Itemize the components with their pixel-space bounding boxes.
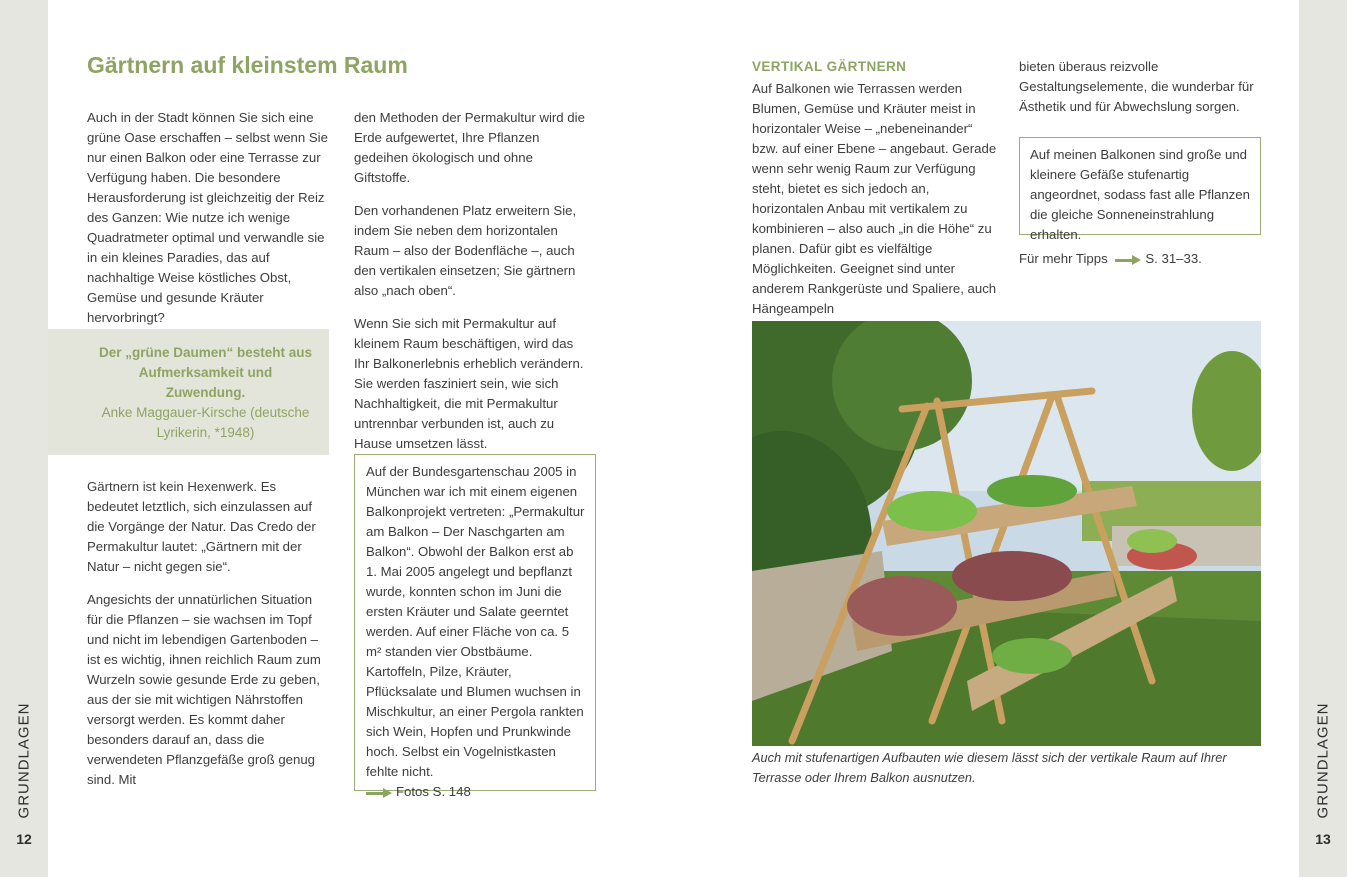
paragraph: Gärtnern ist kein Hexenwerk. Es bedeutet letztlich, sich einzulassen auf die Vorgänge der Natur. Das Credo der Permakultur lautet: „Gärtnern mit der Natur – nicht gegen sie“.: [87, 479, 316, 574]
paragraph: Auch in der Stadt können Sie sich eine grüne Oase erschaffen – selbst wenn Sie nur einen Balkon oder eine Terrasse zur Verfügung haben. Die besondere Herausforderung ist gleichzeitig der Reiz des Ganzen: Wie nutze ich wenige Quadratmeter optimal und verwandle sie in ein kleines Paradies, das auf nachhaltige Weise köstliches Obst, Gemüse und gesunde Kräuter hervorbringt?: [87, 110, 328, 325]
right-section-label: GRUNDLAGEN: [1314, 702, 1332, 819]
more-tips-label: Für mehr Tipps: [1019, 251, 1108, 266]
tip-text: Auf meinen Balkonen sind große und kleinere Gefäße stufenartig angeordnet, sodass fast alle Pflanzen die gleiche Sonneneinstrahlung erhalten.: [1030, 147, 1250, 242]
paragraph: Auf Balkonen wie Terrassen werden Blumen, Gemüse und Kräuter meist in horizontaler Weise – „nebeneinander“ bzw. auf einer Ebene – angebaut. Gerade wenn sehr wenig Raum zur Verfügung steht, bietet es sich jedoch an, horizontalen Anbau mit vertikalem zu kombinieren – also auch „in die Höhe“ zu planen. Dafür gibt es vielfältige Möglichkeiten. Geeignet sind unter anderem Rankgerüste und Spaliere, auch Hängeampeln: [752, 81, 997, 316]
section-subhead: VERTIKAL GÄRTNERN: [752, 59, 907, 74]
garden-photo: [752, 321, 1261, 746]
paragraph: bieten überaus reizvolle Gestaltungselemente, die wunderbar für Ästhetik und für Abwechslung sorgen.: [1019, 59, 1254, 114]
bundesgartenschau-box: [354, 454, 596, 799]
paragraph: Angesichts der unnatürlichen Situation für die Pflanzen – sie wachsen im Topf und nicht im lebendigen Gartenboden – ist es wichtig, ihnen reichlich Raum zum Wurzeln sowie gesunde Erde zu geben, aus der sie mit wichtigen Nährstoffen versorgt werden. Es kommt daher besonders darauf an, dass die verwendeten Pflanzgefäße groß genug sind. Mit: [87, 592, 321, 787]
vertical-garden-illustration: [752, 321, 1261, 746]
arrow-right-icon: [366, 788, 392, 798]
photo-caption: Auch mit stufenartigen Aufbauten wie diesem lässt sich der vertikale Raum auf Ihrer Terrasse oder Ihrem Balkon ausnutzen.: [752, 750, 1227, 785]
quote-author: Anke Maggauer-Kirsche (deutsche Lyrikerin, *1948): [101, 405, 310, 440]
left-page-number: 12: [16, 831, 32, 847]
more-tips-ref: S. 31–33.: [1145, 251, 1202, 266]
arrow-right-icon: [1115, 255, 1141, 265]
left-section-label: GRUNDLAGEN: [15, 702, 33, 819]
left-column-top: [87, 108, 329, 341]
quote-box: [48, 329, 329, 455]
middle-column: [354, 108, 590, 467]
box-reference: [366, 782, 585, 802]
quote-text: Der „grüne Daumen“ besteht aus Aufmerksamkeit und Zuwendung.: [98, 345, 313, 400]
more-tips: [1019, 249, 1261, 269]
page-title: Gärtnern auf kleinstem Raum: [87, 52, 408, 78]
tip-box: [1019, 137, 1261, 242]
paragraph: den Methoden der Permakultur wird die Erde aufgewertet, Ihre Pflanzen gedeihen ökologisch und ohne Giftstoffe.: [354, 110, 585, 185]
right-column-2: [1019, 57, 1259, 117]
paragraph: Den vorhandenen Platz erweitern Sie, indem Sie neben dem horizontalen Raum – also der Bodenfläche –, auch den vertikalen einsetzen; Sie gärtnern also „nach oben“.: [354, 203, 577, 298]
right-page-number: 13: [1315, 831, 1331, 847]
paragraph: Wenn Sie sich mit Permakultur auf kleinem Raum beschäftigen, wird das Ihr Balkonerlebnis erheblich verändern. Sie werden fasziniert sein, wie sich Nachhaltigkeit, die mit Permakultur untrennbar verbunden ist, auch zu Hause umsetzen lässt.: [354, 316, 584, 451]
box-text: Auf der Bundesgartenschau 2005 in München war ich mit einem eigenen Balkonprojekt vertreten: „Permakultur am Balkon – Der Naschgarten am Balkon“. Obwohl der Balkon erst ab 1. Mai 2005 angelegt und bepflanzt wurde, konnten schon im Juni die ersten Kräuter und Salate geerntet werden. Auf einer Fläche von ca. 5 m² standen vier Obstbäume. Kartoffeln, Pilze, Kräuter, Pflücksalate und Blumen wuchsen in Mischkultur, an einer Pergola rankten sich Wein, Hopfen und Prunkwinde hoch. Selbst ein Vogelnistkasten fehlte nicht.: [366, 464, 585, 779]
box-reference-text: Fotos S. 148: [396, 784, 471, 799]
right-column-1: [752, 57, 998, 319]
left-column-bottom: [87, 477, 329, 803]
